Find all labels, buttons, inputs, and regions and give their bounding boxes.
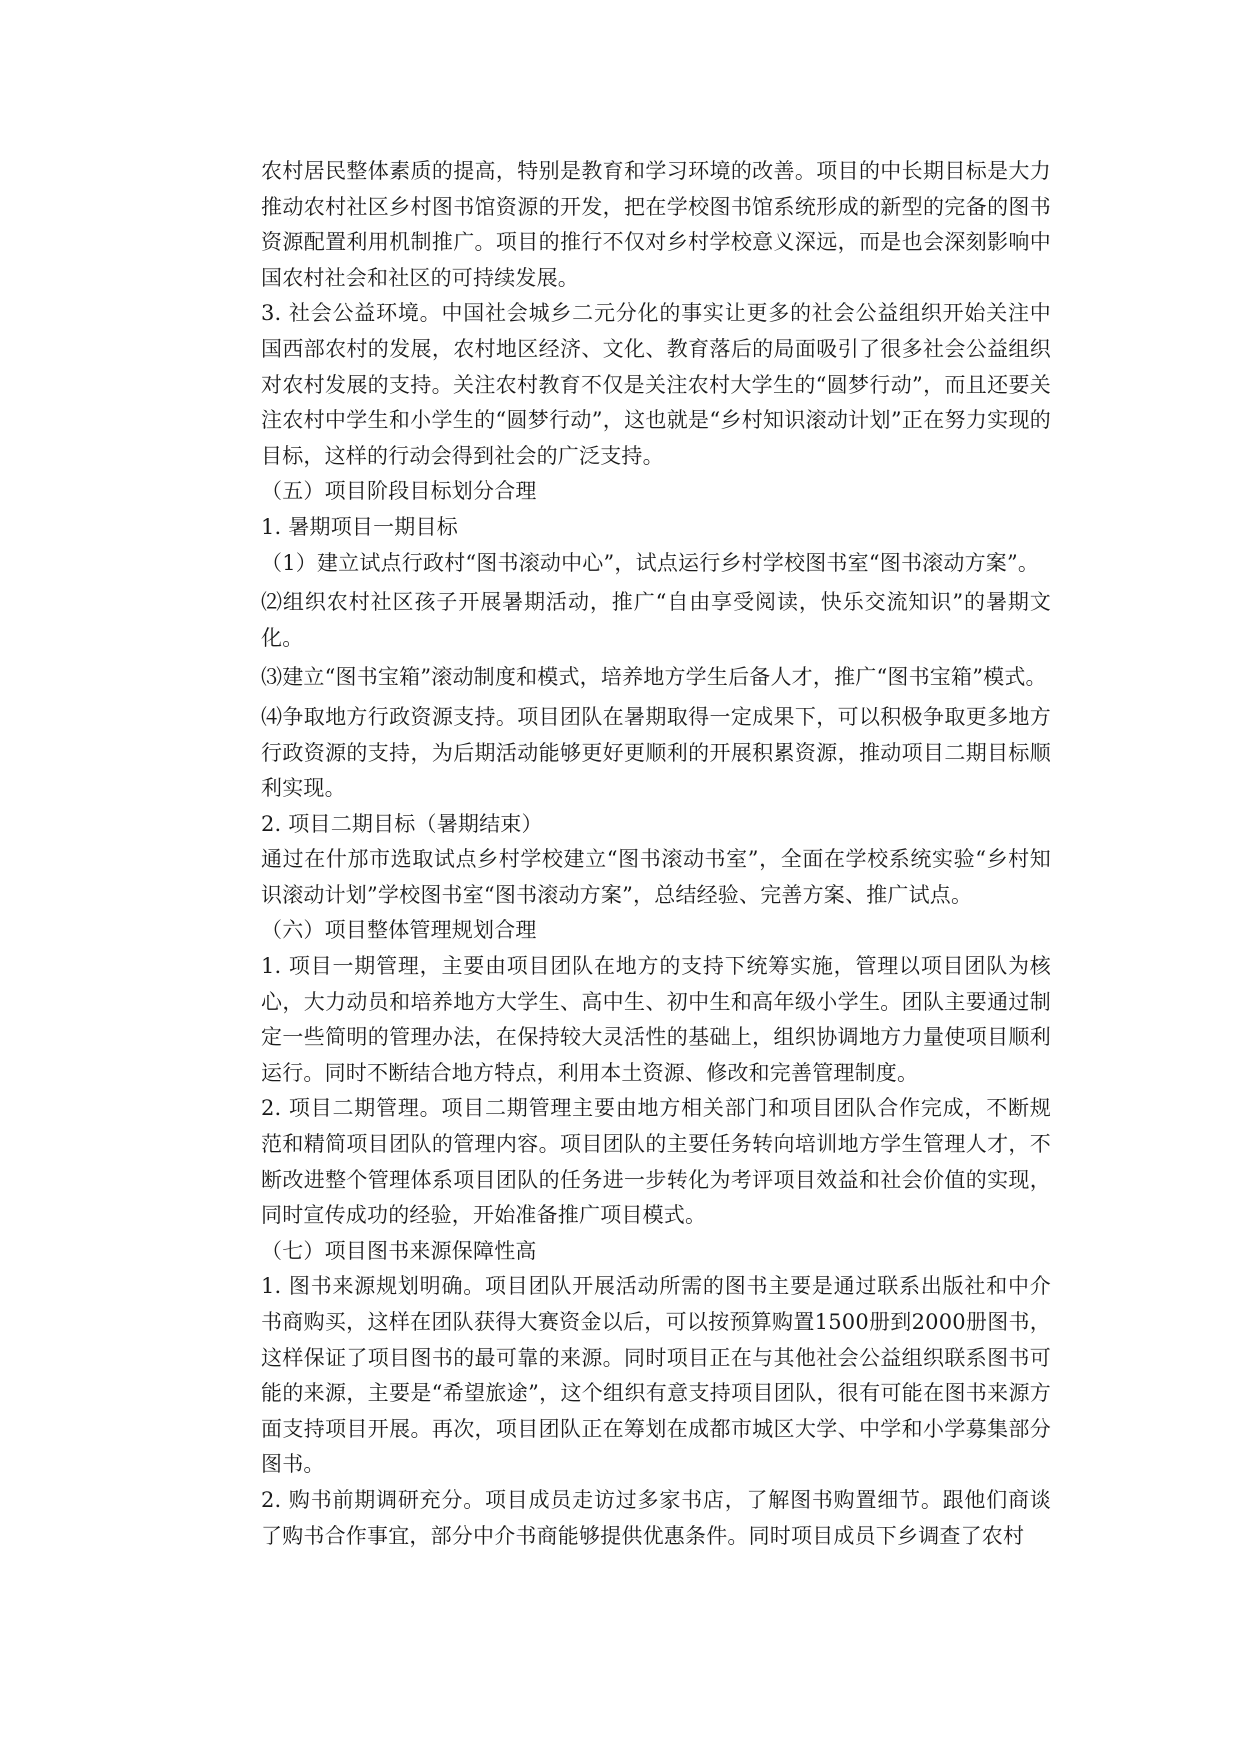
paragraph: 通过在什邡市选取试点乡村学校建立“图书滚动书室”，全面在学校系统实验“乡村知识滚动计划”学校图书室“图书滚动方案”，总结经验、完善方案、推广试点。 <box>261 847 1051 907</box>
section-heading: （五）项目阶段目标划分合理 <box>261 479 537 504</box>
subsection-heading: 1. 暑期项目一期目标 <box>261 514 458 539</box>
list-item: ⑶建立“图书宝箱”滚动制度和模式，培养地方学生后备人才，推广“图书宝箱”模式。 <box>261 665 1047 690</box>
paragraph: 2. 购书前期调研充分。项目成员走访过多家书店，了解图书购置细节。跟他们商谈了购书合作事宜，部分中介书商能够提供优惠条件。同时项目成员下乡调查了农村 <box>261 1487 1051 1548</box>
section-heading: （六）项目整体管理规划合理 <box>261 918 537 943</box>
paragraph: 2. 项目二期管理。项目二期管理主要由地方相关部门和项目团队合作完成，不断规范和精简项目团队的管理内容。项目团队的主要任务转向培训地方学生管理人才，不断改进整个管理体系项目团队的任务进一步转化为考评项目效益和社会价值的实现，同时宣传成功的经验，开始准备推广项目模式。 <box>261 1096 1051 1228</box>
list-item: ⑵组织农村社区孩子开展暑期活动，推广“自由享受阅读，快乐交流知识”的暑期文化。 <box>261 590 1051 650</box>
paragraph: 3. 社会公益环境。中国社会城乡二元分化的事实让更多的社会公益组织开始关注中国西部农村的发展，农村地区经济、文化、教育落后的局面吸引了很多社会公益组织对农村发展的支持。关注农村教育不仅是关注农村大学生的“圆梦行动”，而且还要关注农村中学生和小学生的“圆梦行动”，这也就是“乡村知识滚动计划”正在努力实现的目标，这样的行动会得到社会的广泛支持。 <box>261 301 1051 468</box>
paragraph: 农村居民整体素质的提高，特别是教育和学习环境的改善。项目的中长期目标是大力推动农村社区乡村图书馆资源的开发，把在学校图书馆系统形成的新型的完备的图书资源配置利用机制推广。项目的推行不仅对乡村学校意义深远，而是也会深刻影响中国农村社会和社区的可持续发展。 <box>261 159 1051 290</box>
paragraph: 1. 图书来源规划明确。项目团队开展活动所需的图书主要是通过联系出版社和中介书商购买，这样在团队获得大赛资金以后，可以按预算购置1500册到2000册图书，这样保证了项目图书的最可靠的来源。同时项目正在与其他社会公益组织联系图书可能的来源，主要是“希望旅途”，这个组织有意支持项目团队，很有可能在图书来源方面支持项目开展。再次，项目团队正在筹划在成都市城区大学、中学和小学募集部分图书。 <box>261 1274 1051 1477</box>
document-body <box>261 154 1051 1554</box>
section-heading: （七）项目图书来源保障性高 <box>261 1238 537 1263</box>
list-item: （1）建立试点行政村“图书滚动中心”，试点运行乡村学校图书室“图书滚动方案”。 <box>261 550 1040 575</box>
list-item: ⑷争取地方行政资源支持。项目团队在暑期取得一定成果下，可以积极争取更多地方行政资源的支持，为后期活动能够更好更顺利的开展积累资源，推动项目二期目标顺利实现。 <box>261 704 1051 801</box>
paragraph: 1. 项目一期管理，主要由项目团队在地方的支持下统筹实施，管理以项目团队为核心，大力动员和培养地方大学生、高中生、初中生和高年级小学生。团队主要通过制定一些简明的管理办法，在保持较大灵活性的基础上，组织协调地方力量使项目顺利运行。同时不断结合地方特点，利用本土资源、修改和完善管理制度。 <box>261 954 1051 1085</box>
subsection-heading: 2. 项目二期目标（暑期结束） <box>261 811 543 836</box>
